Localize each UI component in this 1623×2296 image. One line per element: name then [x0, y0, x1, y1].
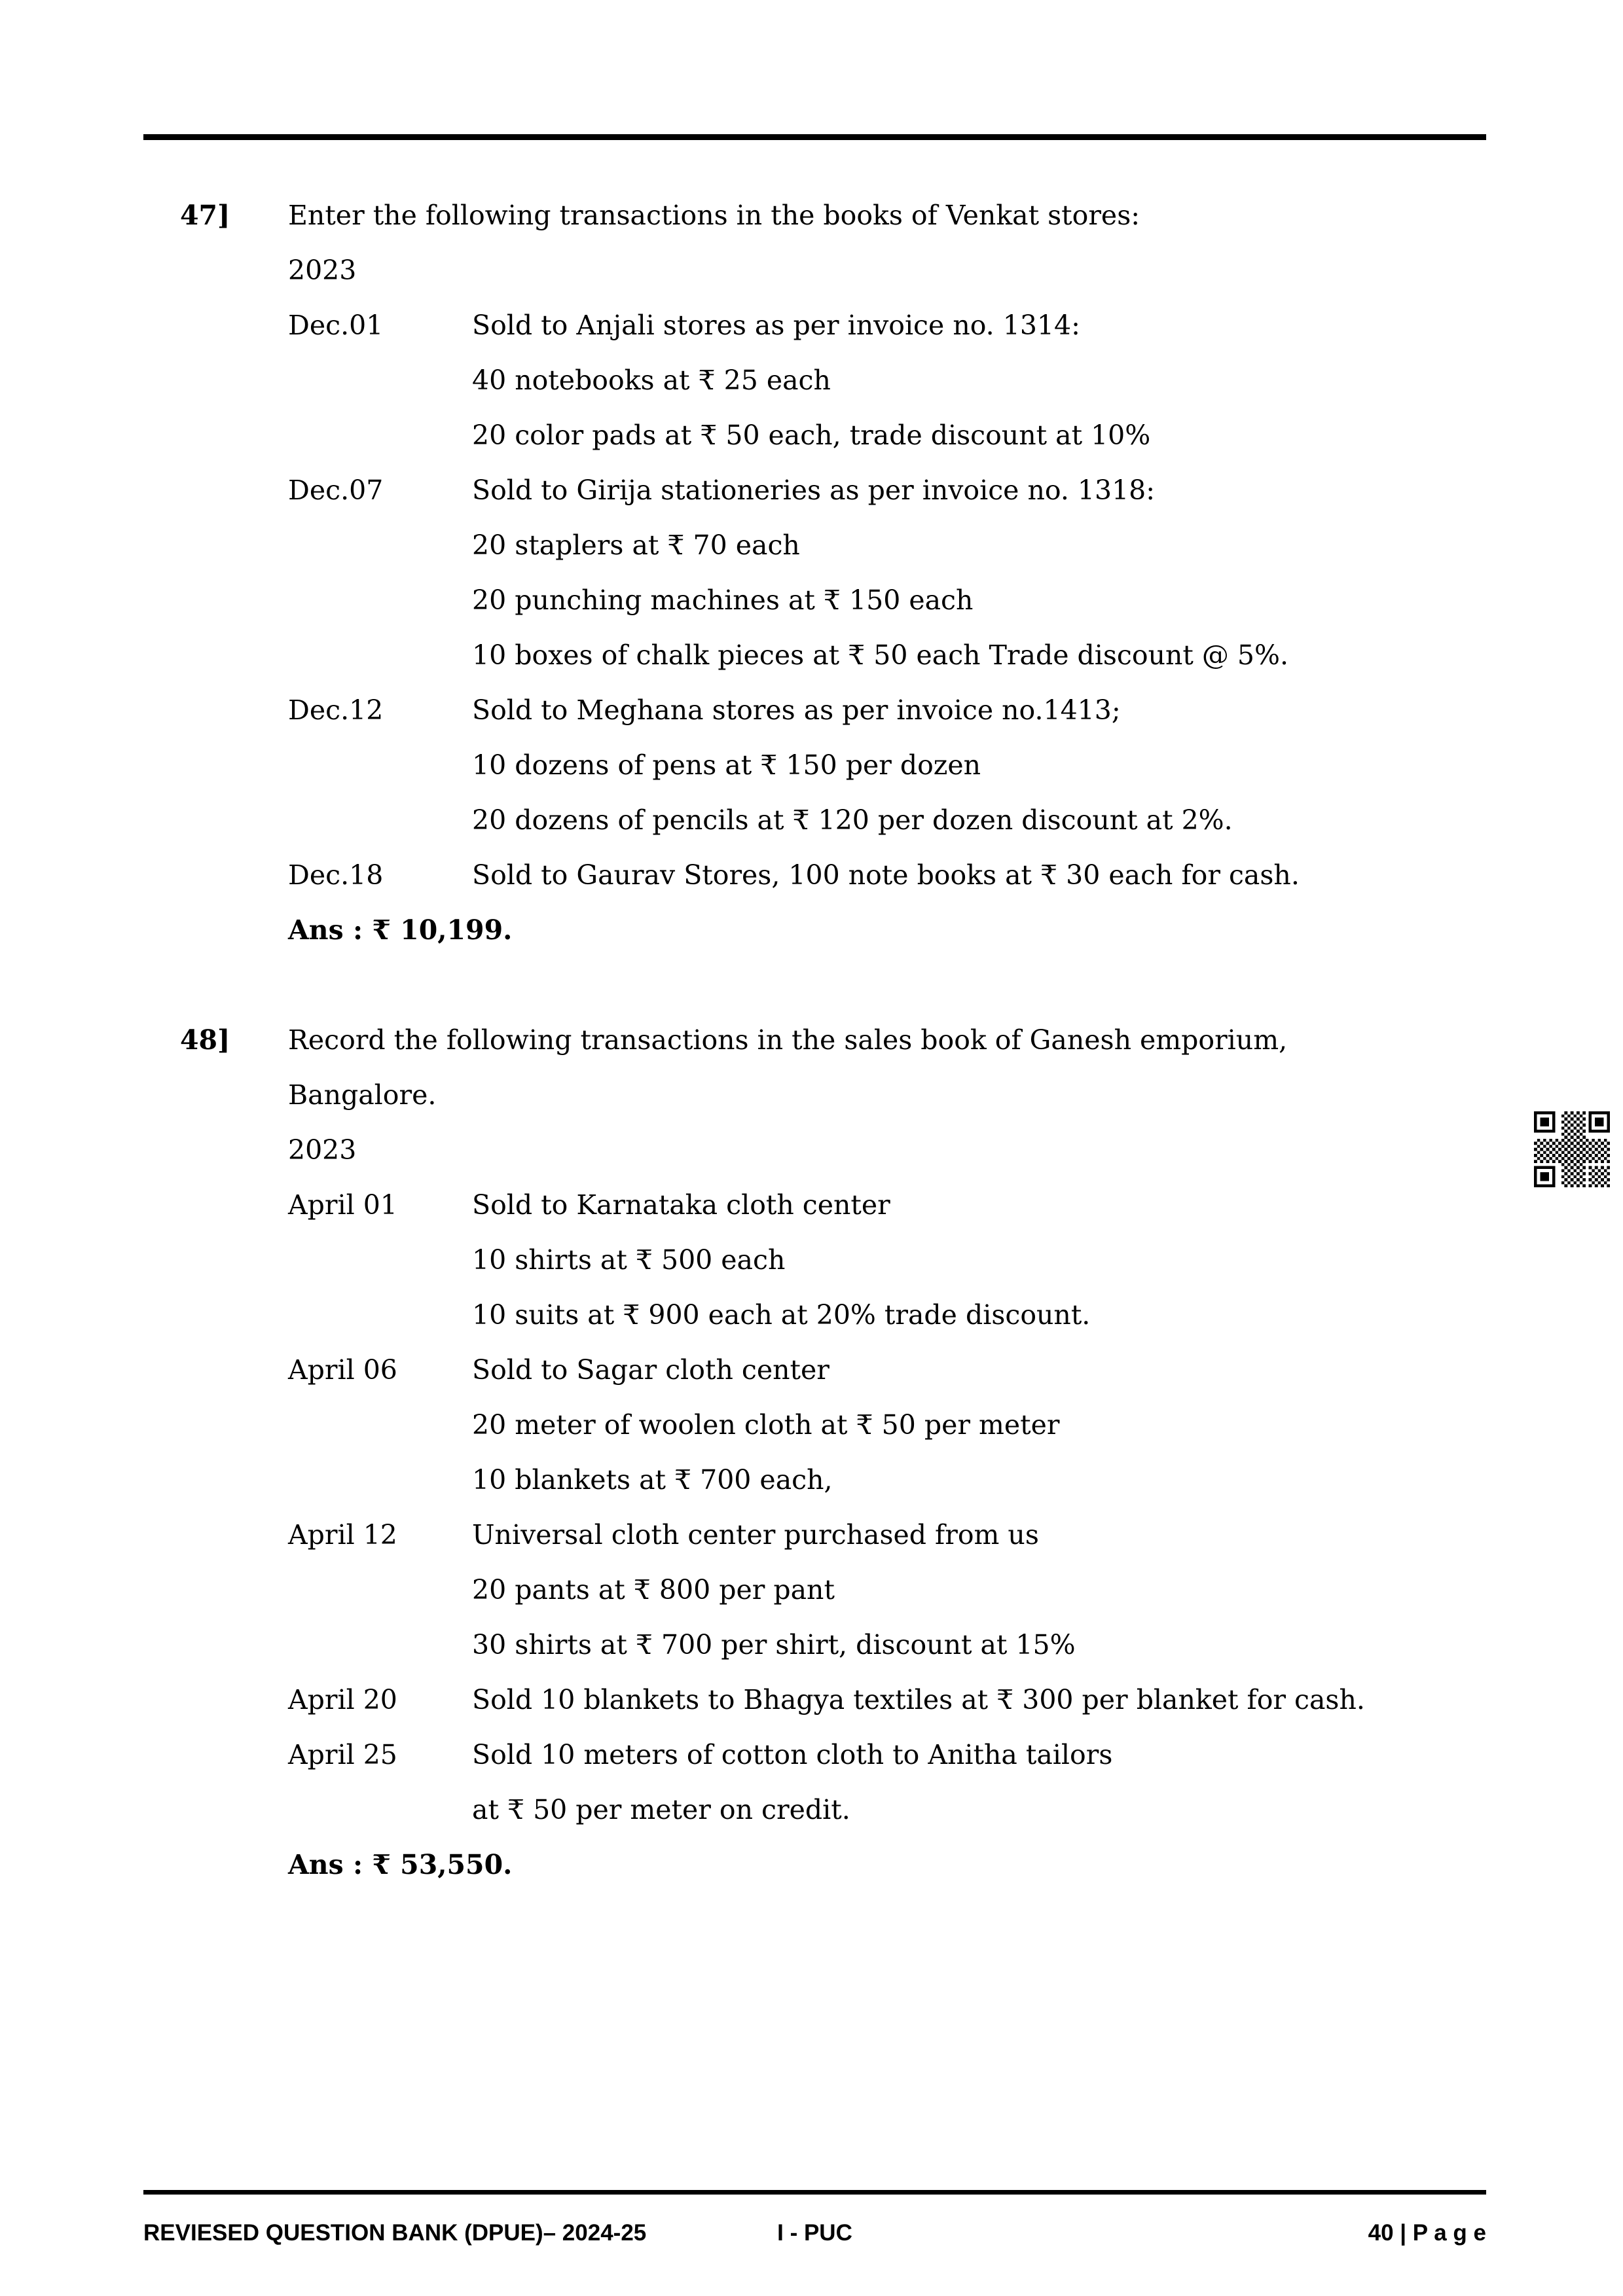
question-number: 48]	[180, 1024, 230, 1056]
page-content	[180, 188, 1486, 1947]
transaction-date: April 20	[288, 1684, 397, 1715]
transaction-row	[288, 1507, 1486, 1562]
transaction-date	[288, 738, 472, 793]
transaction-row	[288, 408, 1486, 463]
transaction-row	[288, 1782, 1486, 1837]
transaction-date: April 01	[288, 1189, 397, 1221]
transaction-row	[288, 738, 1486, 793]
transaction-text: 20 punching machines at ₹ 150 each	[472, 584, 974, 616]
question-body	[288, 188, 1486, 958]
transaction-text: 20 staplers at ₹ 70 each	[472, 529, 800, 561]
transaction-text: Sold 10 meters of cotton cloth to Anitha tailors	[472, 1739, 1113, 1770]
transaction-text: 20 color pads at ₹ 50 each, trade discount at 10%	[472, 420, 1151, 451]
transaction-text: 10 suits at ₹ 900 each at 20% trade discount.	[472, 1299, 1091, 1331]
qr-code-icon	[1534, 1111, 1610, 1187]
question-body	[288, 1013, 1486, 1892]
year-label: 2023	[288, 1134, 357, 1166]
transaction-row	[288, 1727, 1486, 1782]
question-block	[180, 1013, 1486, 1892]
year-label: 2023	[288, 255, 357, 286]
transaction-text: 20 pants at ₹ 800 per pant	[472, 1574, 835, 1605]
page-footer	[143, 2220, 1486, 2246]
transaction-text: 10 shirts at ₹ 500 each	[472, 1244, 786, 1276]
transaction-date	[288, 573, 472, 628]
transaction-row	[288, 463, 1486, 518]
top-rule	[143, 134, 1486, 140]
transaction-row	[288, 683, 1486, 738]
transaction-date: Dec.18	[288, 859, 384, 891]
transaction-text: Sold 10 blankets to Bhagya textiles at ₹ 300 per blanket for cash.	[472, 1684, 1365, 1715]
transaction-text: 10 dozens of pens at ₹ 150 per dozen	[472, 749, 981, 781]
transaction-date	[288, 353, 472, 408]
transaction-date	[288, 1232, 472, 1287]
transaction-row	[288, 628, 1486, 683]
question-intro-line: Enter the following transactions in the books of Venkat stores:	[288, 200, 1140, 231]
answer-line: Ans : ₹ 53,550.	[288, 1849, 513, 1880]
transaction-text: Sold to Meghana stores as per invoice no.1413;	[472, 694, 1121, 726]
transaction-date	[288, 1397, 472, 1452]
transaction-row	[288, 1342, 1486, 1397]
transaction-row	[288, 1232, 1486, 1287]
transaction-row	[288, 298, 1486, 353]
transaction-date: April 06	[288, 1354, 397, 1386]
transaction-date: Dec.12	[288, 694, 384, 726]
transaction-text: 30 shirts at ₹ 700 per shirt, discount at 15%	[472, 1629, 1076, 1660]
transaction-date	[288, 793, 472, 848]
transaction-row	[288, 1672, 1486, 1727]
transaction-text: Sold to Karnataka cloth center	[472, 1189, 890, 1221]
footer-rule	[143, 2190, 1486, 2195]
transaction-text: 10 blankets at ₹ 700 each,	[472, 1464, 833, 1496]
transaction-date	[288, 1287, 472, 1342]
transaction-row	[288, 1397, 1486, 1452]
transaction-text: Sold to Anjali stores as per invoice no. 1314:	[472, 310, 1080, 341]
footer-document-title: REVIESED QUESTION BANK (DPUE)– 2024-25	[143, 2220, 647, 2246]
transaction-row	[288, 573, 1486, 628]
transaction-text: Universal cloth center purchased from us	[472, 1519, 1039, 1551]
question-block	[180, 188, 1486, 958]
transaction-row	[288, 1287, 1486, 1342]
transaction-date	[288, 1452, 472, 1507]
transaction-text: at ₹ 50 per meter on credit.	[472, 1794, 850, 1825]
questions-container	[180, 188, 1486, 1892]
footer-course-label: I - PUC	[777, 2220, 852, 2246]
transaction-row	[288, 1562, 1486, 1617]
transaction-date	[288, 408, 472, 463]
question-intro-line: Bangalore.	[288, 1079, 437, 1111]
transaction-row	[288, 793, 1486, 848]
transaction-date	[288, 518, 472, 573]
transaction-date	[288, 1782, 472, 1837]
transaction-text: Sold to Gaurav Stores, 100 note books at ₹ 30 each for cash.	[472, 859, 1300, 891]
transaction-date	[288, 1562, 472, 1617]
transaction-text: Sold to Sagar cloth center	[472, 1354, 830, 1386]
transaction-text: 20 meter of woolen cloth at ₹ 50 per meter	[472, 1409, 1060, 1441]
transaction-text: Sold to Girija stationeries as per invoice no. 1318:	[472, 475, 1156, 506]
transaction-date: Dec.01	[288, 310, 384, 341]
answer-line: Ans : ₹ 10,199.	[288, 914, 513, 946]
footer-page-number: 40 | P a g e	[1368, 2220, 1486, 2246]
transaction-text: 20 dozens of pencils at ₹ 120 per dozen discount at 2%.	[472, 804, 1233, 836]
question-intro-line: Record the following transactions in the sales book of Ganesh emporium,	[288, 1024, 1288, 1056]
transaction-date	[288, 628, 472, 683]
transaction-row	[288, 1452, 1486, 1507]
transaction-text: 10 boxes of chalk pieces at ₹ 50 each Trade discount @ 5%.	[472, 639, 1288, 671]
transaction-text: 40 notebooks at ₹ 25 each	[472, 365, 831, 396]
transaction-row	[288, 1617, 1486, 1672]
transaction-date: April 25	[288, 1739, 397, 1770]
transaction-row	[288, 1177, 1486, 1232]
transaction-date: Dec.07	[288, 475, 384, 506]
transaction-date	[288, 1617, 472, 1672]
transaction-row	[288, 848, 1486, 903]
question-number: 47]	[180, 200, 230, 231]
transaction-row	[288, 518, 1486, 573]
transaction-date: April 12	[288, 1519, 397, 1551]
transaction-row	[288, 353, 1486, 408]
